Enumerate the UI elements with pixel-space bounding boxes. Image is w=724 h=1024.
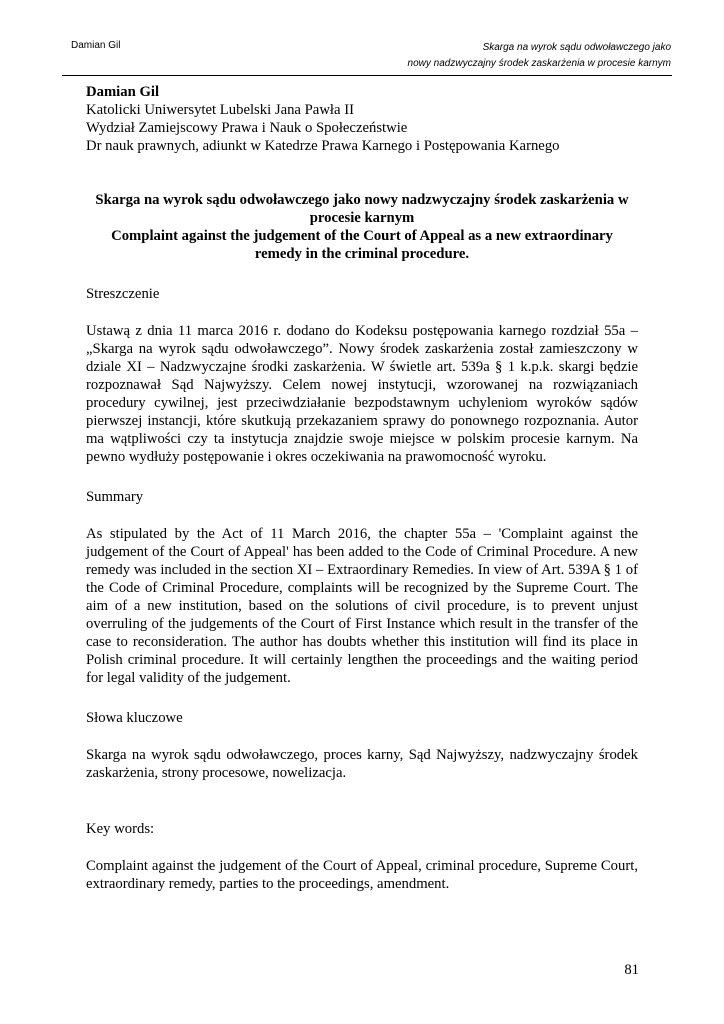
abstract-en-heading: Summary	[86, 489, 144, 505]
page-header	[0, 0, 724, 80]
header-author: Damian Gil	[71, 40, 121, 51]
keywords-en-text: Complaint against the judgement of the Court of Appeal, criminal procedure, Supreme Court, extraordinary remedy, parties to the proceedings, amendment.	[86, 858, 638, 892]
author-block	[86, 83, 638, 155]
header-title	[408, 40, 671, 71]
author-name: Damian Gil	[86, 84, 160, 100]
abstract-en-text: As stipulated by the Act of 11 March 2016, the chapter 55a – 'Complaint against the judgement of the Court of Appeal' has been added to the Code of Criminal Procedure. A new remedy was included in the section XI – Extraordinary Remedies. In view of Art. 539A § 1 of the Code of Criminal Procedure, complaints will be recognized by the Supreme Court. The aim of a new institution, based on the solutions of civil procedure, is to prevent unjust overruling of the judgements of the Court of First Instance which result in the transfer of the case to reconsideration. The author has doubts whether this institution will find its place in Polish criminal procedure. It will certainly lengthen the proceedings and the waiting period for legal validity of the judgement.	[86, 526, 638, 686]
keywords-pl-heading: Słowa kluczowe	[86, 710, 183, 726]
keywords-en-heading: Key words:	[86, 821, 155, 837]
header-title-line-1: Skarga na wyrok sądu odwoławczego jako	[482, 42, 671, 53]
header-title-line-2: nowy nadzwyczajny środek zaskarżenia w procesie karnym	[407, 57, 671, 69]
keywords-pl-text: Skarga na wyrok sądu odwoławczego, proces karny, Sąd Najwyższy, nadzwyczajny środek zaskarżenia, strony procesowe, nowelizacja.	[86, 747, 638, 781]
title-polish: Skarga na wyrok sądu odwoławczego jako nowy nadzwyczajny środek zaskarżenia w procesie karnym	[95, 192, 629, 226]
affiliation-university: Katolicki Uniwersytet Lubelski Jana Pawła II	[86, 102, 354, 118]
affiliation-faculty: Wydział Zamiejscowy Prawa i Nauk o Społeczeństwie	[86, 120, 408, 136]
article-title	[86, 191, 638, 263]
article-body	[86, 83, 638, 893]
title-english: Complaint against the judgement of the Court of Appeal as a new extraordinary remedy in the criminal procedure.	[111, 228, 613, 262]
page-number: 81	[624, 962, 639, 978]
header-rule	[62, 75, 672, 76]
abstract-pl-text: Ustawą z dnia 11 marca 2016 r. dodano do Kodeksu postępowania karnego rozdział 55a – „Skarga na wyrok sądu odwoławczego”. Nowy środek zaskarżenia został zamieszczony w dziale XI – Nadzwyczajne środki zaskarżenia. W świetle art. 539a § 1 k.p.k. skargi będzie rozpoznawał Sąd Najwyższy. Celem nowej instytucji, wzorowanej na rozwiązaniach procedury cywilnej, jest przeciwdziałanie bezpodstawnym uchyleniom wyroków sądów pierwszej instancji, które skutkują przekazaniem sprawy do ponownego rozpoznania. Autor ma wątpliwości czy ta instytucja znajdzie swoje miejsce w polskim procesie karnym. Na pewno wydłuży postępowanie i okres oczekiwania na prawomocność wyroku.	[86, 323, 638, 465]
affiliation-position: Dr nauk prawnych, adiunkt w Katedrze Prawa Karnego i Postępowania Karnego	[86, 138, 560, 154]
abstract-pl-heading: Streszczenie	[86, 286, 160, 302]
